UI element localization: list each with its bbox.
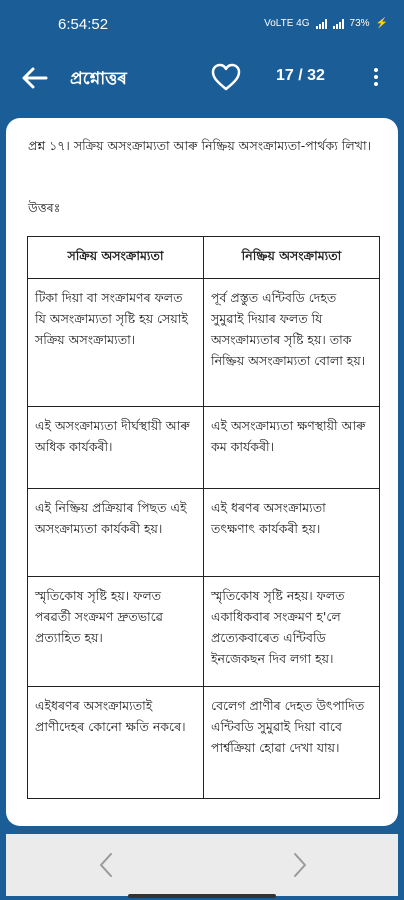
battery-level: 73% bbox=[349, 18, 370, 29]
table-row bbox=[28, 577, 380, 687]
table-cell: পূৰ্ব প্ৰস্তুত এন্টিবডি দেহত সুমুৱাই দিয়াৰ ফলত যি অসংক্ৰাম্যতাৰ সৃষ্টি হয়। তাক নিষ্ক্ৰিয় অসংক্ৰাম্যতা বোলা হয়। bbox=[204, 279, 380, 407]
page-title: প্ৰশ্নোত্তৰ bbox=[70, 69, 127, 89]
battery-charging-icon: ⚡ bbox=[375, 18, 388, 29]
next-button[interactable] bbox=[290, 852, 310, 878]
table-cell: স্মৃতিকোষ সৃষ্টি হয়। ফলত পৰৱৰ্তী সংক্ৰমণ দ্ৰুতভাৱে প্ৰত্যাহিত হয়। bbox=[28, 577, 204, 687]
table-row bbox=[28, 407, 380, 489]
chevron-left-icon bbox=[96, 852, 116, 878]
arrow-left-icon bbox=[20, 64, 50, 92]
signal-icon bbox=[316, 19, 327, 29]
status-time: 6:54:52 bbox=[58, 16, 109, 33]
home-indicator[interactable] bbox=[128, 894, 276, 898]
table-header-active: সক্ৰিয় অসংক্ৰাম্যতা bbox=[28, 237, 204, 279]
question-text: প্ৰশ্ন ১৭। সক্ৰিয় অসংক্ৰাম্যতা আৰু নিষ্ক্ৰিয় অসংক্ৰাম্যতা-পাৰ্থক্য লিখা। bbox=[28, 138, 372, 153]
heart-outline-icon bbox=[210, 62, 242, 92]
status-icons bbox=[264, 18, 388, 29]
table-cell: বেলেগ প্ৰাণীৰ দেহত উৎপাদিত এন্টিবডি সুমুৱাই দিয়া বাবে পাৰ্শ্বক্ৰিয়া হোৱা দেখা যায়। bbox=[204, 687, 380, 799]
table-row bbox=[28, 489, 380, 577]
more-dot bbox=[374, 82, 378, 86]
content-card bbox=[6, 118, 398, 826]
chevron-right-icon bbox=[290, 852, 310, 878]
table-cell: এইধৰণৰ অসংক্ৰাম্যতাই প্ৰাণীদেহৰ কোনো ক্ষতি নকৰে। bbox=[28, 687, 204, 799]
answer-label: উত্তৰঃ bbox=[28, 200, 61, 215]
comparison-table bbox=[27, 236, 380, 799]
signal-icon-2 bbox=[333, 19, 344, 29]
back-button[interactable] bbox=[20, 64, 50, 92]
table-row bbox=[28, 279, 380, 407]
previous-button[interactable] bbox=[96, 852, 116, 878]
table-cell: স্মৃতিকোষ সৃষ্টি নহয়। ফলত একাধিকবাৰ সংক্ৰমণ হ'লে প্ৰত্যেকবাৰেত এন্টিবডি ইনজেকছন দিব লগা হয়। bbox=[204, 577, 380, 687]
table-row bbox=[28, 687, 380, 799]
table-cell: এই ধৰণৰ অসংক্ৰাম্যতা তৎক্ষণাৎ কাৰ্যকৰী হয়। bbox=[204, 489, 380, 577]
more-vertical-icon bbox=[374, 68, 378, 72]
table-cell: এই অসংক্ৰাম্যতা ক্ষণস্থায়ী আৰু কম কাৰ্যকৰী। bbox=[204, 407, 380, 489]
more-options-button[interactable] bbox=[366, 62, 386, 92]
table-cell: এই অসংক্ৰাম্যতা দীৰ্ঘস্থায়ী আৰু অধিক কাৰ্যকৰী। bbox=[28, 407, 204, 489]
page-counter: 17 / 32 bbox=[276, 67, 325, 84]
table-header-passive: নিষ্ক্ৰিয় অসংক্ৰাম্যতা bbox=[204, 237, 380, 279]
table-cell: এই নিষ্ক্ৰিয় প্ৰক্ৰিয়াৰ পিছত এই অসংক্ৰাম্যতা কাৰ্যকৰী হয়। bbox=[28, 489, 204, 577]
favorite-button[interactable] bbox=[210, 62, 242, 92]
bottom-navigation bbox=[6, 834, 398, 896]
more-dot bbox=[374, 75, 378, 79]
status-bar bbox=[0, 0, 404, 50]
table-header-row bbox=[28, 237, 380, 279]
network-type-label: VoLTE 4G bbox=[264, 18, 310, 29]
table-cell: টিকা দিয়া বা সংক্ৰামণৰ ফলত যি অসংক্ৰাম্যতা সৃষ্টি হয় সেয়াই সক্ৰিয় অসংক্ৰাম্যতা। bbox=[28, 279, 204, 407]
app-bar bbox=[0, 50, 404, 106]
